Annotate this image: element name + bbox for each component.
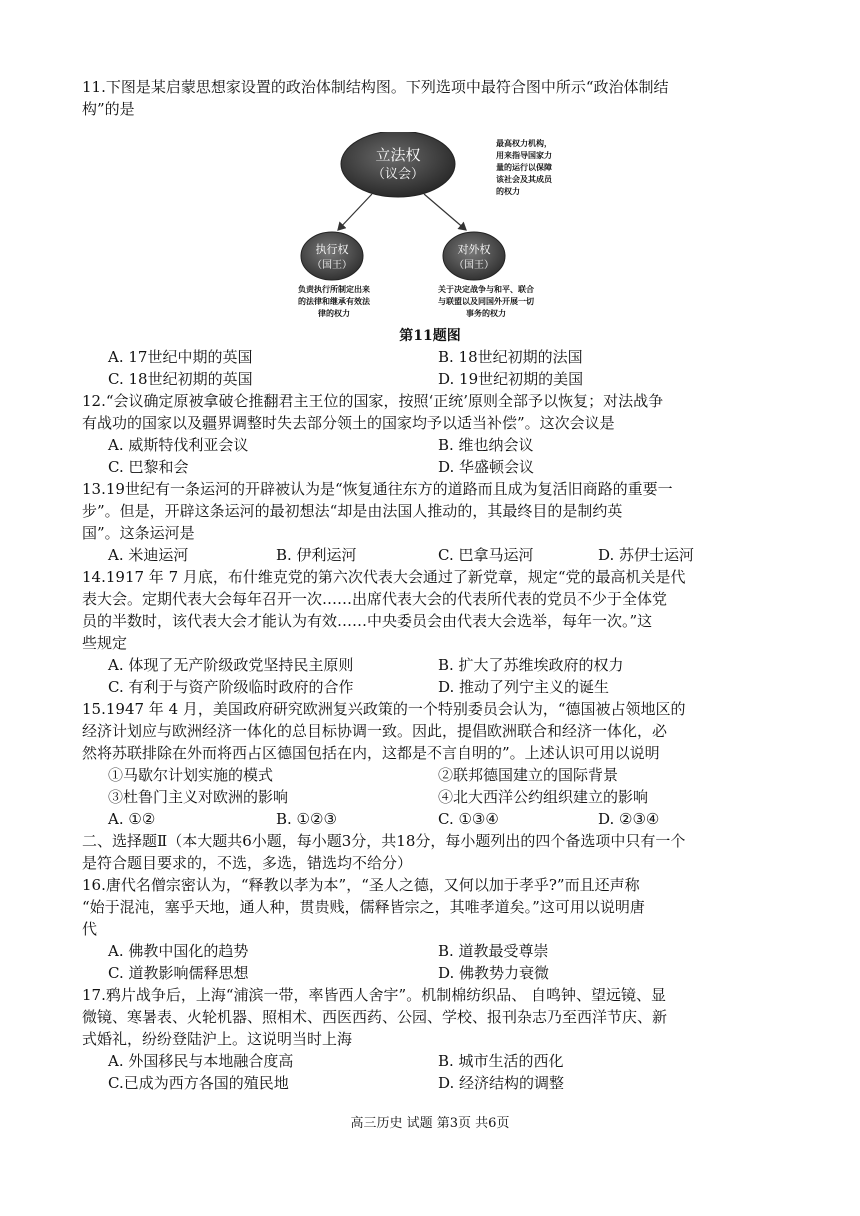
svg-text:事务的权力: 事务的权力 <box>466 309 506 318</box>
section-2-heading: 二、选择题Ⅱ（本大题共6小题，每小题3分，共18分，每小题列出的四个备选项中只有一个 是符合题目要求的，不选，多选，错选均不给分） <box>82 832 686 872</box>
question-15-options <box>108 808 788 830</box>
legislative-power-sub: （议会） <box>371 167 425 182</box>
subitem-3: ③杜鲁门主义对欧洲的影响 <box>108 788 289 806</box>
question-17-options-row2 <box>108 1072 788 1094</box>
option-c: C. 有利于与资产阶级临时政府的合作 <box>108 678 354 696</box>
option-c: C. 18世纪初期的英国 <box>108 370 253 388</box>
svg-text:量的运行以保障: 量的运行以保障 <box>496 163 552 172</box>
svg-text:的法律和继承有效法: 的法律和继承有效法 <box>298 297 370 306</box>
question-12-stem: 12.“会议确定原被拿破仑推翻君主王位的国家，按照‘正统’原则全部予以恢复；对法战争 有战功的国家以及疆界调整时失去部分领土的国家均予以适当补偿”。这次会议是 <box>82 392 664 432</box>
executive-power-sub: （国王） <box>312 260 352 271</box>
federative-power-sub: （国王） <box>454 260 494 271</box>
option-c: C. 道教影响儒释思想 <box>108 964 249 982</box>
option-b: B. 扩大了苏维埃政府的权力 <box>438 656 624 674</box>
question-17-stem: 17.鸦片战争后，上海“浦滨一带，率皆西人舍宇”。机制棉纺织品、 自鸣钟、望远镜、显 微镜、寒暑表、火轮机器、照相术、西医西药、公园、学校、报刊杂志乃至西洋节庆、新 式婚礼，纷纷登陆沪上。这说明当时上海 <box>82 986 668 1048</box>
option-a: A. 佛教中国化的趋势 <box>108 942 249 960</box>
option-a: A. 体现了无产阶级政党坚持民主原则 <box>108 656 354 674</box>
legislative-power-label: 立法权 <box>375 146 421 164</box>
option-a: A. 威斯特伐利亚会议 <box>108 436 249 454</box>
svg-text:该社会及其成员: 该社会及其成员 <box>496 175 552 184</box>
question-16-options-row2 <box>108 962 788 984</box>
question-14-stem: 14.1917 年 7 月底，布什维克党的第六次代表大会通过了新党章，规定“党的最高机关是代 表大会。定期代表大会每年召开一次……出席代表大会的代表所代表的党员不少于全体党 员的半数时，该代表大会才能认为有效……中央委员会由代表大会选举，每年一次。”这 些规定 <box>82 568 686 652</box>
option-b: B. 维也纳会议 <box>438 436 534 454</box>
option-c: C. 巴黎和会 <box>108 458 189 476</box>
svg-text:最高权力机构，: 最高权力机构， <box>496 139 552 148</box>
executive-power-node <box>301 232 363 280</box>
option-a: A. 外国移民与本地融合度高 <box>108 1052 294 1070</box>
question-11-options-row1 <box>108 346 788 368</box>
subitem-1: ①马歇尔计划实施的模式 <box>108 766 274 784</box>
question-13-options <box>108 544 788 566</box>
option-d: D. 苏伊士运河 <box>598 546 695 564</box>
option-a: A. ①② <box>108 810 156 828</box>
option-d: D. 19世纪初期的美国 <box>438 370 584 388</box>
option-c: C.已成为西方各国的殖民地 <box>108 1074 289 1092</box>
figure-caption: 第11题图 <box>399 328 461 344</box>
question-12-options-row2 <box>108 456 788 478</box>
subitem-2: ②联邦德国建立的国际背景 <box>438 766 619 784</box>
option-b: B. 道教最受尊崇 <box>438 942 549 960</box>
page-footer: 高三历史 试题 第3页 共6页 <box>350 1116 510 1131</box>
option-d: D. 华盛顿会议 <box>438 458 535 476</box>
question-15-subitems-row1 <box>108 764 788 786</box>
question-16-options-row1 <box>108 940 788 962</box>
option-d: D. 推动了列宁主义的诞生 <box>438 678 610 696</box>
arrow-to-federative <box>424 194 466 230</box>
political-structure-diagram <box>290 132 580 328</box>
federative-power-label: 对外权 <box>457 243 491 256</box>
question-11-stem: 11.下图是某启蒙思想家设置的政治体制结构图。下列选项中最符合图中所示“政治体制结 构”的是 <box>82 78 669 118</box>
svg-text:与联盟以及同国外开展一切: 与联盟以及同国外开展一切 <box>438 297 534 306</box>
arrow-to-executive <box>338 194 372 230</box>
question-11-options-row2 <box>108 368 788 390</box>
option-a: A. 米迪运河 <box>108 546 189 564</box>
svg-text:的权力: 的权力 <box>496 187 520 196</box>
question-14-options-row2 <box>108 676 788 698</box>
option-a: A. 17世纪中期的英国 <box>108 348 253 366</box>
question-16-stem: 16.唐代名僧宗密认为，“释教以孝为本”，“圣人之德，又何以加于孝乎?”而且还声称 “始于混沌，塞乎天地，通人种，贯贵贱，儒释皆宗之，其唯孝道矣。”这可用以说明唐 代 <box>82 876 645 938</box>
option-d: D. 佛教势力衰微 <box>438 964 550 982</box>
option-c: C. 巴拿马运河 <box>438 546 534 564</box>
question-15-subitems-row2 <box>108 786 788 808</box>
svg-text:负责执行所制定出来: 负责执行所制定出来 <box>298 285 370 294</box>
question-15-stem: 15.1947 年 4 月，美国政府研究欧洲复兴政策的一个特别委员会认为，“德国被占领地区的 经济计划应与欧洲经济一体化的总目标协调一致。因此，提倡欧洲联合和经济一体化，必 然将苏联排除在外而将西占区德国包括在内，这都是不言自明的”。上述认识可用以说明 <box>82 700 686 762</box>
question-13-stem: 13.19世纪有一条运河的开辟被认为是“恢复通往东方的道路而且成为复活旧商路的重要一 步”。但是，开辟这条运河的最初想法“却是由法国人推动的，其最终目的是制约英 国”。这条运河是 <box>82 480 673 542</box>
question-14-options-row1 <box>108 654 788 676</box>
option-c: C. ①③④ <box>438 810 499 828</box>
option-b: B. ①②③ <box>276 810 337 828</box>
question-17-options-row1 <box>108 1050 788 1072</box>
federative-power-node <box>443 232 505 280</box>
option-d: D. ②③④ <box>598 810 660 828</box>
executive-power-label: 执行权 <box>315 243 349 256</box>
svg-text:关于决定战争与和平、联合: 关于决定战争与和平、联合 <box>438 285 534 294</box>
svg-text:用来指导国家力: 用来指导国家力 <box>496 151 552 160</box>
svg-text:律的权力: 律的权力 <box>318 309 350 318</box>
subitem-4: ④北大西洋公约组织建立的影响 <box>438 788 649 806</box>
question-12-options-row1 <box>108 434 788 456</box>
legislative-power-node <box>341 132 455 197</box>
option-b: B. 城市生活的西化 <box>438 1052 564 1070</box>
option-b: B. 18世纪初期的法国 <box>438 348 583 366</box>
option-d: D. 经济结构的调整 <box>438 1074 565 1092</box>
option-b: B. 伊利运河 <box>276 546 357 564</box>
